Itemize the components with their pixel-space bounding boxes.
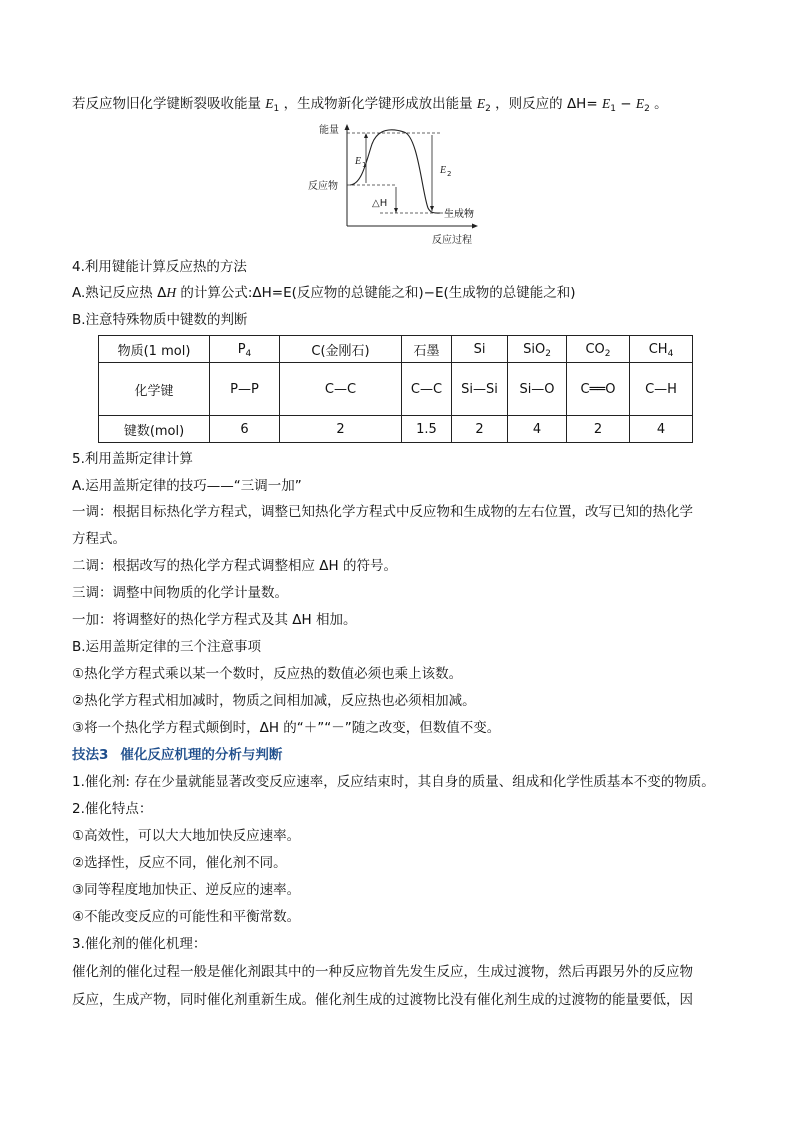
formula-e1-sub: 1 <box>610 104 616 114</box>
y-axis-arrow <box>345 124 350 130</box>
x-axis-arrow <box>472 224 478 229</box>
section5-step4: 一加：将调整好的热化学方程式及其 ΔH 相加。 <box>72 612 357 628</box>
substance-name: C(金刚石) <box>311 343 370 359</box>
e1-label: E <box>355 156 362 167</box>
section5-step1-line2: 方程式。 <box>72 531 126 547</box>
catalyst-feature-4: ④不能改变反应的可能性和平衡常数。 <box>72 909 301 925</box>
e2-subscript: 2 <box>485 104 491 114</box>
substance-name: SiO <box>523 341 546 357</box>
cell-substance-5 <box>567 336 630 363</box>
y-axis-label: 能量 <box>319 125 339 136</box>
catalyst-mechanism-line1: 催化剂的催化过程一般是催化剂跟其中的一种反应物首先发生反应，生成过渡物，然后再跟另外的反应物 <box>72 964 693 980</box>
cell-bond-5: C══O <box>567 363 630 416</box>
cell-bond-6: C—H <box>630 363 693 416</box>
dh-arrowhead <box>394 208 398 213</box>
cell-count-4: 4 <box>508 416 567 443</box>
cell-substance-3 <box>452 336 508 363</box>
substance-name: 石墨 <box>413 343 440 359</box>
section4-b: B.注意特殊物质中键数的判断 <box>72 312 248 328</box>
substance-name: CO <box>585 341 605 357</box>
cell-substance-2 <box>402 336 452 363</box>
section5-a: A.运用盖斯定律的技巧——“三调一加” <box>72 478 302 494</box>
substance-sub: 4 <box>667 348 674 359</box>
row-header-substance: 物质(1 mol) <box>99 336 210 363</box>
cell-count-3: 2 <box>452 416 508 443</box>
intro-text-end: 。 <box>654 96 668 112</box>
catalyst-feature-3: ③同等程度地加快正、逆反应的速率。 <box>72 882 301 898</box>
catalyst-features-title: 2.催化特点： <box>72 801 153 817</box>
catalyst-feature-1: ①高效性，可以大大地加快反应速率。 <box>72 828 301 844</box>
cell-count-5: 2 <box>567 416 630 443</box>
cell-substance-0 <box>210 336 280 363</box>
cell-count-0: 6 <box>210 416 280 443</box>
section4-a-pre: A.熟记反应热 Δ <box>72 285 167 301</box>
table-row-count <box>99 416 693 443</box>
cell-bond-2: C—C <box>402 363 452 416</box>
row-header-count: 键数(mol) <box>99 416 210 443</box>
catalyst-feature-2: ②选择性，反应不同，催化剂不同。 <box>72 855 287 871</box>
cell-substance-1 <box>280 336 402 363</box>
section5-b: B.运用盖斯定律的三个注意事项 <box>72 639 262 655</box>
formula-e2-sub: 2 <box>644 104 650 114</box>
e1-subscript: 1 <box>273 104 280 114</box>
product-label: 生成物 <box>444 209 474 220</box>
cell-count-2: 1.5 <box>402 416 452 443</box>
intro-text-1: 若反应物旧化学键断裂吸收能量 <box>72 96 261 112</box>
substance-sub: 2 <box>545 348 551 359</box>
formula-e1: E <box>601 96 611 111</box>
intro-line <box>72 95 668 113</box>
reactant-label: 反应物 <box>308 181 338 192</box>
dh-label: △H <box>372 198 388 209</box>
section5-step1-line1: 一调：根据目标热化学方程式，调整已知热化学方程式中反应物和生成物的左右位置，改写已知的热化学 <box>72 504 693 520</box>
e2-label-sub: 2 <box>447 170 452 178</box>
cell-bond-0: P—P <box>210 363 280 416</box>
intro-text-3: ，则反应的 ΔH= <box>495 96 598 112</box>
section4-title: 4.利用键能计算反应热的方法 <box>72 259 247 275</box>
intro-text-2: ，生成物新化学键形成放出能量 <box>283 96 473 112</box>
cell-bond-1: C—C <box>280 363 402 416</box>
cell-substance-4 <box>508 336 567 363</box>
section5-note2: ②热化学方程式相加减时，物质之间相加减，反应热也必须相加减。 <box>72 693 476 709</box>
substance-sub: 4 <box>245 348 252 359</box>
section5-note3: ③将一个热化学方程式颠倒时，ΔH 的“＋”“－”随之改变，但数值不变。 <box>72 720 501 736</box>
energy-diagram <box>300 122 490 250</box>
catalyst-mechanism-title: 3.催化剂的催化机理： <box>72 936 207 952</box>
table-row-substance <box>99 336 693 363</box>
bond-count-table <box>98 335 693 443</box>
energy-curve <box>350 130 440 213</box>
section5-step3: 三调：调整中间物质的化学计量数。 <box>72 585 288 601</box>
formula-e2: E <box>635 96 645 111</box>
cell-bond-4: Si—O <box>508 363 567 416</box>
substance-name: P <box>237 341 246 357</box>
section4-a-h: H <box>166 285 177 300</box>
section4-a <box>72 284 576 302</box>
e2-label: E <box>440 165 447 176</box>
cell-substance-6 <box>630 336 693 363</box>
section5-note1: ①热化学方程式乘以某一个数时，反应热的数值必须也乘上该数。 <box>72 666 463 682</box>
e1-arrowhead <box>364 133 368 138</box>
x-axis-label: 反应过程 <box>432 235 472 246</box>
e1-symbol: E <box>265 96 274 111</box>
skill3-heading <box>72 746 282 764</box>
skill3-label: 技法3 <box>72 747 109 763</box>
skill3-title: 催化反应机理的分析与判断 <box>120 747 283 763</box>
e2-symbol: E <box>476 96 486 111</box>
formula-minus: − <box>620 96 632 112</box>
table-row-bond <box>99 363 693 416</box>
catalyst-mechanism-line2: 反应，生成产物，同时催化剂重新生成。催化剂生成的过渡物比没有催化剂生成的过渡物的能量要低，因 <box>72 992 693 1008</box>
e2-arrowhead <box>430 206 434 211</box>
cell-bond-3: Si—Si <box>452 363 508 416</box>
section4-a-post: 的计算公式:ΔH=E(反应物的总键能之和)−E(生成物的总键能之和) <box>176 285 576 301</box>
row-header-bond: 化学键 <box>99 363 210 416</box>
substance-name: Si <box>473 341 486 357</box>
cell-count-6: 4 <box>630 416 693 443</box>
substance-name: CH <box>648 341 668 357</box>
section5-step2: 二调：根据改写的热化学方程式调整相应 ΔH 的符号。 <box>72 558 397 574</box>
e1-label-sub: 1 <box>362 161 367 169</box>
catalyst-definition: 1.催化剂: 存在少量就能显著改变反应速率，反应结束时，其自身的质量、组成和化学性质基本不变的物质。 <box>72 774 715 790</box>
section5-title: 5.利用盖斯定律计算 <box>72 451 193 467</box>
cell-count-1: 2 <box>280 416 402 443</box>
substance-sub: 2 <box>604 348 611 359</box>
